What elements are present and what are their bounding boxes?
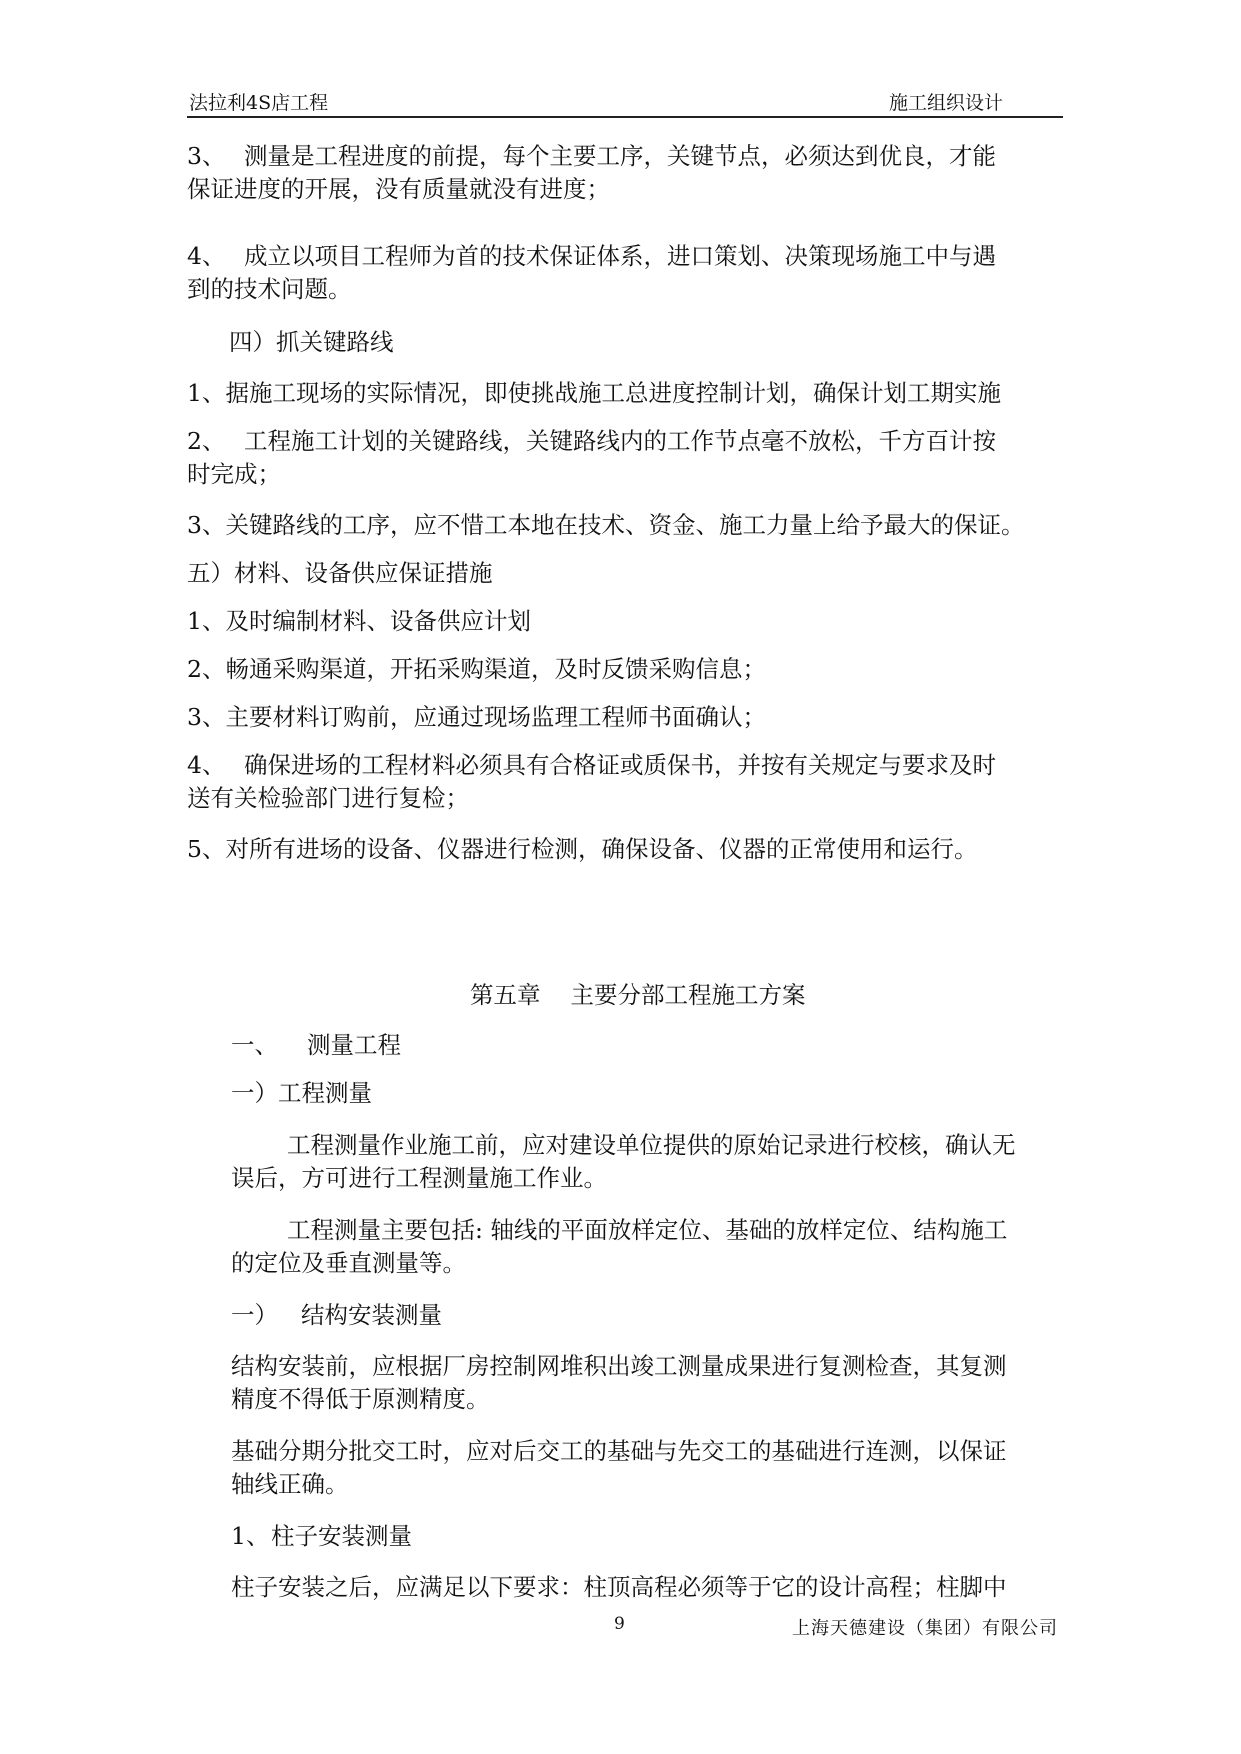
list-item-material-4 bbox=[187, 750, 996, 780]
paragraph-continuation: 到的技术问题。 bbox=[187, 275, 352, 303]
heading-text: 测量工程 bbox=[307, 1031, 401, 1059]
paragraph-text: 基础分期分批交工时，应对后交工的基础与先交工的基础进行连测，以保证 bbox=[231, 1437, 1007, 1465]
list-number: 4、 bbox=[187, 751, 226, 779]
list-item-material-3: 3、主要材料订购前，应通过现场监理工程师书面确认； bbox=[187, 703, 766, 731]
list-item-4 bbox=[187, 241, 996, 271]
paragraph-text: 工程施工计划的关键路线，关键路线内的工作节点毫不放松，千方百计按 bbox=[244, 427, 996, 455]
paragraph-text: 工程测量主要包括: 轴线的平面放样定位、基础的放样定位、结构施工 bbox=[287, 1216, 1008, 1244]
section-heading-5: 五）材料、设备供应保证措施 bbox=[187, 559, 493, 587]
list-item-material-1: 1、及时编制材料、设备供应计划 bbox=[187, 607, 531, 635]
page-header bbox=[187, 84, 1063, 118]
list-item-key-2 bbox=[187, 426, 996, 456]
subsection-heading-structure bbox=[231, 1300, 442, 1330]
list-item-3 bbox=[187, 141, 996, 171]
list-item-key-1: 1、据施工现场的实际情况，即使挑战施工总进度控制计划，确保计划工期实施 bbox=[187, 379, 1001, 407]
list-number: 4、 bbox=[187, 242, 226, 270]
paragraph-text: 成立以项目工程师为首的技术保证体系，进口策划、决策现场施工中与遇 bbox=[244, 242, 996, 270]
list-item-key-3: 3、关键路线的工序，应不惜工本地在技术、资金、施工力量上给予最大的保证。 bbox=[187, 511, 1025, 539]
paragraph-continuation: 轴线正确。 bbox=[231, 1470, 349, 1498]
paragraph-text: 测量是工程进度的前提，每个主要工序，关键节点，必须达到优良，才能 bbox=[244, 142, 996, 170]
heading-text: 柱子安装测量 bbox=[271, 1522, 412, 1550]
chapter-heading bbox=[470, 976, 806, 1010]
chapter-title: 主要分部工程施工方案 bbox=[570, 981, 806, 1009]
paragraph-continuation: 精度不得低于原测精度。 bbox=[231, 1385, 490, 1413]
list-number: 2、 bbox=[187, 427, 226, 455]
header-doc-title: 施工组织设计 bbox=[888, 92, 1003, 114]
chapter-number: 第五章 bbox=[470, 981, 541, 1009]
paragraph-text: 确保进场的工程材料必须具有合格证或质保书，并按有关规定与要求及时 bbox=[244, 751, 996, 779]
footer-company: 上海天德建设（集团）有限公司 bbox=[792, 1618, 1058, 1639]
header-project-name: 法拉利4S店工程 bbox=[189, 92, 329, 114]
paragraph-continuation: 的定位及垂直测量等。 bbox=[231, 1249, 466, 1277]
section-heading-4: 四）抓关键路线 bbox=[229, 328, 394, 356]
list-number: 1、 bbox=[231, 1522, 270, 1550]
subsection-heading-column bbox=[231, 1521, 412, 1551]
list-number: 3、 bbox=[187, 142, 226, 170]
list-number: 一、 bbox=[231, 1031, 278, 1059]
heading-text: 结构安装测量 bbox=[301, 1301, 442, 1329]
list-number: 一） bbox=[231, 1301, 278, 1329]
paragraph-continuation: 误后，方可进行工程测量施工作业。 bbox=[231, 1164, 607, 1192]
paragraph-continuation: 时完成； bbox=[187, 460, 281, 488]
paragraph-text: 工程测量作业施工前，应对建设单位提供的原始记录进行校核，确认无 bbox=[287, 1131, 1016, 1159]
section-heading-measure bbox=[231, 1030, 401, 1060]
paragraph-continuation: 送有关检验部门进行复检； bbox=[187, 784, 469, 812]
list-item-material-5: 5、对所有进场的设备、仪器进行检测，确保设备、仪器的正常使用和运行。 bbox=[187, 835, 978, 863]
subsection-heading-engineering-measure: 一）工程测量 bbox=[231, 1079, 372, 1107]
list-item-material-2: 2、畅通采购渠道，开拓采购渠道，及时反馈采购信息； bbox=[187, 655, 766, 683]
page-number: 9 bbox=[614, 1614, 625, 1634]
paragraph-text: 结构安装前，应根据厂房控制网堆积出竣工测量成果进行复测检查，其复测 bbox=[231, 1352, 1007, 1380]
paragraph-text: 柱子安装之后，应满足以下要求：柱顶高程必须等于它的设计高程；柱脚中 bbox=[231, 1573, 1007, 1601]
paragraph-continuation: 保证进度的开展，没有质量就没有进度； bbox=[187, 175, 610, 203]
